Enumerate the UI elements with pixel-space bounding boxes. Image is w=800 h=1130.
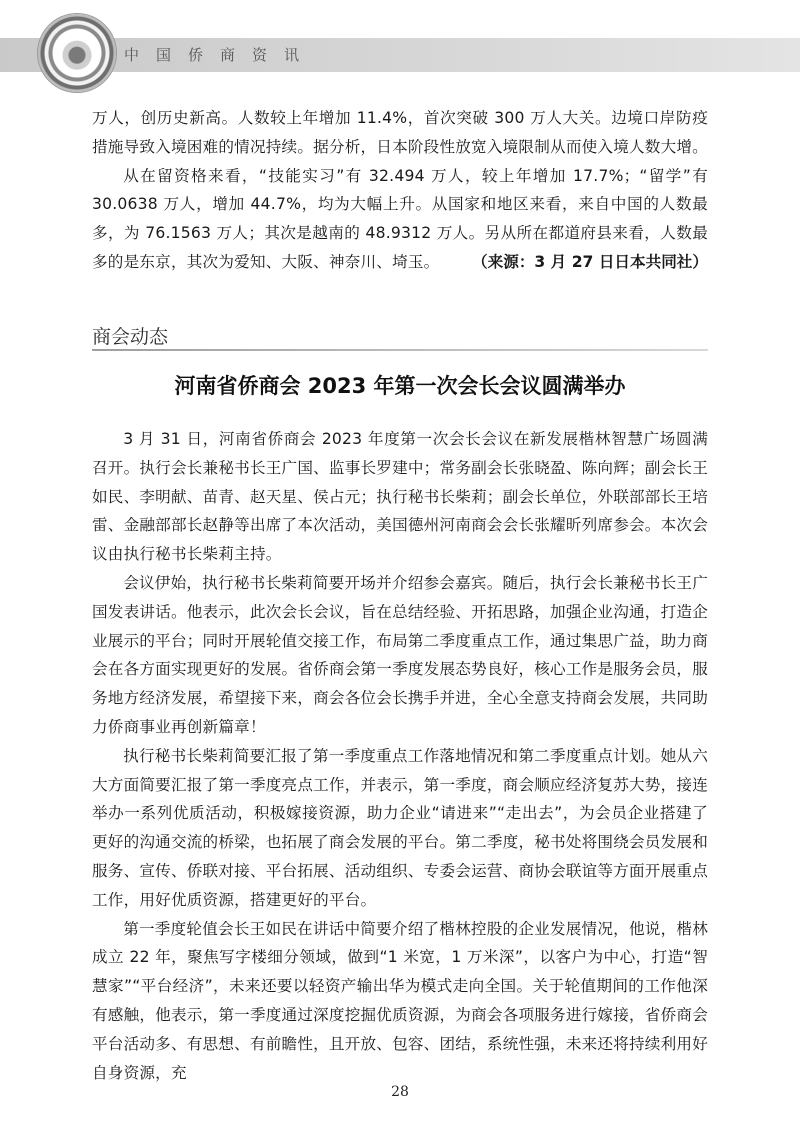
- publication-title: 中国侨商资讯: [124, 46, 317, 64]
- header-band: [0, 38, 800, 72]
- logo-emblem-icon: [55, 31, 99, 75]
- article-body: [92, 425, 708, 1087]
- article-paragraph: 执行秘书长柴莉简要汇报了第一季度重点工作落地情况和第二季度重点计划。她从六大方面简要汇报了第一季度亮点工作，并表示，第一季度，商会顺应经济复苏大势，接连举办一系列优质活动，积极嫁接资源，助力企业“请进来”“走出去”，为会员企业搭建了更好的沟通交流的桥梁，也拓展了商会发展的平台。第二季度，秘书处将围绕会员发展和服务、宣传、侨联对接、平台拓展、活动组织、专委会运营、商协会联谊等方面开展重点工作，用好优质资源，搭建更好的平台。: [92, 746, 708, 909]
- section-heading: 商会动态: [92, 326, 169, 348]
- article-title: 河南省侨商会 2023 年第一次会长会议圆满举办: [174, 374, 626, 398]
- article-paragraph: 会议伊始，执行秘书长柴莉简要开场并介绍参会嘉宾。随后，执行会长兼秘书长王广国发表讲话。他表示，此次会长会议，旨在总结经验、开拓思路，加强企业沟通，打造企业展示的平台；同时开展轮值交接工作，布局第二季度重点工作，通过集思广益，助力商会在各方面实现更好的发展。省侨商会第一季度发展态势良好，核心工作是服务会员，服务地方经济发展，希望接下来，商会各位会长携手并进，全心全意支持商会发展，共同助力侨商事业再创新篇章！: [92, 573, 708, 736]
- intro-paragraph: 从在留资格来看，“技能实习”有 32.494 万人，较上年增加 17.7%；“留学”有 30.0638 万人，增加 44.7%，均为大幅上升。从国家和地区来看，来自中国的人数最多，为 76.1563 万人；其次是越南的 48.9312 万人。另从所在都道府县来看，人数最多的是东京，其次为爱知、大阪、神奈川、埼玉。: [92, 166, 708, 271]
- page-number: 28: [391, 1084, 409, 1100]
- intro-block: [92, 104, 708, 277]
- logo: [38, 14, 116, 92]
- section-divider: [92, 349, 708, 351]
- article-paragraph: 3 月 31 日，河南省侨商会 2023 年度第一次会长会议在新发展楷林智慧广场圆满召开。执行会长兼秘书长王广国、监事长罗建中；常务副会长张晓盈、陈向辉；副会长王如民、李明献、苗青、赵天星、侯占元；执行秘书长柴莉；副会长单位，外联部部长王培雷、金融部部长赵静等出席了本次活动，美国德州河南商会会长张耀昕列席参会。本次会议由执行秘书长柴莉主持。: [92, 430, 708, 564]
- source-citation: （来源：3 月 27 日日本共同社）: [472, 252, 708, 271]
- intro-paragraph: 万人，创历史新高。人数较上年增加 11.4%，首次突破 300 万人大关。边境口岸防疫措施导致入境困难的情况持续。据分析，日本阶段性放宽入境限制从而使入境人数大增。: [92, 109, 708, 156]
- article-paragraph: 第一季度轮值会长王如民在讲话中简要介绍了楷林控股的企业发展情况，他说，楷林成立 22 年，聚焦写字楼细分领域，做到“1 米宽，1 万米深”，以客户为中心，打造“智慧家”“平台经济”，未来还要以轻资产输出华为模式走向全国。关于轮值期间的工作他深有感触，他表示，第一季度通过深度挖掘优质资源，为商会各项服务进行嫁接，省侨商会平台活动多、有思想、有前瞻性，且开放、包容、团结，系统性强，未来还将持续利用好自身资源，充: [92, 919, 708, 1082]
